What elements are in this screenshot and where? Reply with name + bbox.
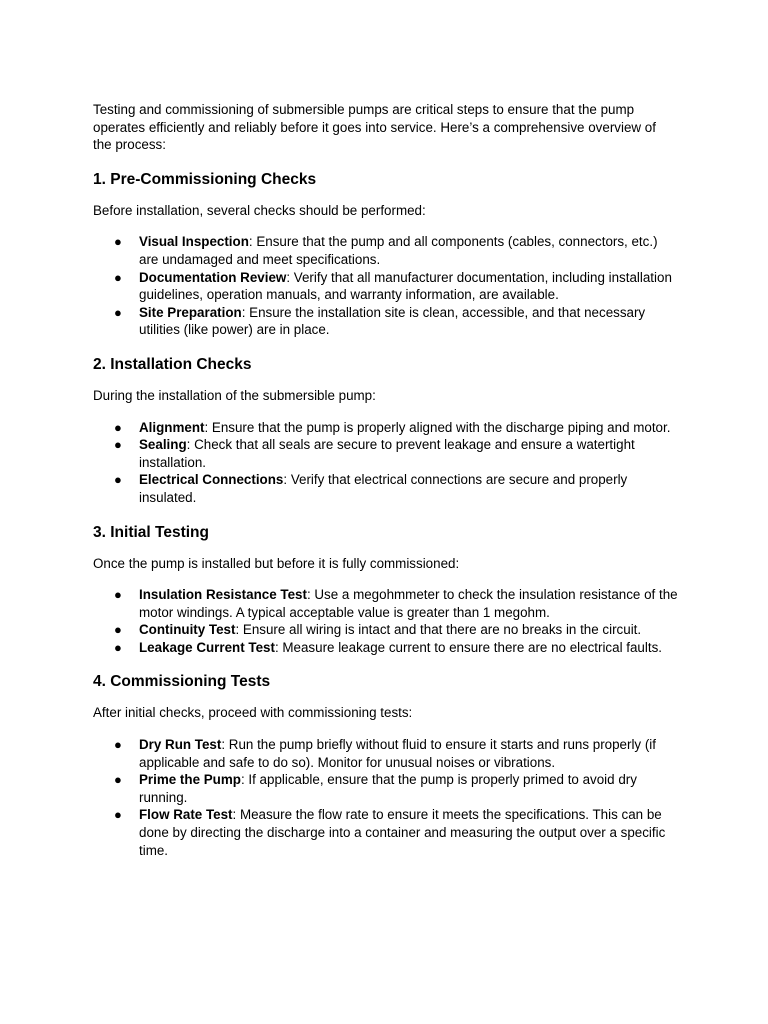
bullet-list	[93, 419, 678, 507]
bullet-list	[93, 586, 678, 656]
list-item	[93, 419, 678, 437]
bullet-icon: ●	[114, 419, 122, 435]
item-text: : Verify that electrical connections are secure and properly insulated.	[139, 472, 628, 505]
item-term: Flow Rate Test	[139, 807, 233, 823]
item-term: Sealing	[139, 437, 187, 453]
section-commissioning-tests	[93, 672, 678, 859]
item-text: : If applicable, ensure that the pump is properly primed to avoid dry running.	[139, 772, 637, 805]
list-item	[93, 771, 678, 806]
item-text: : Use a megohmmeter to check the insulation resistance of the motor windings. A typical acceptable value is greater than 1 megohm.	[139, 587, 678, 620]
item-term: Site Preparation	[139, 304, 242, 320]
item-text: : Measure leakage current to ensure there are no electrical faults.	[274, 639, 662, 655]
section-lead: During the installation of the submersible pump:	[93, 387, 376, 403]
bullet-icon: ●	[114, 234, 122, 250]
bullet-icon: ●	[114, 472, 122, 488]
section-heading: 4. Commissioning Tests	[93, 673, 271, 691]
item-text: : Measure the flow rate to ensure it meets the specifications. This can be done by directing the discharge into a container and measuring the output over a specific time.	[139, 807, 666, 858]
item-term: Prime the Pump	[139, 772, 241, 788]
item-term: Dry Run Test	[139, 737, 222, 753]
bullet-list	[93, 736, 678, 859]
bullet-icon: ●	[114, 587, 122, 603]
section-lead: After initial checks, proceed with commissioning tests:	[93, 705, 413, 721]
list-item	[93, 639, 678, 657]
item-text: : Ensure the installation site is clean, accessible, and that necessary utilities (like power) are in place.	[139, 304, 646, 338]
item-text: : Ensure that the pump is properly aligned with the discharge piping and motor.	[204, 419, 671, 435]
item-text: : Verify that all manufacturer documentation, including installation guidelines, operation manuals, and warranty information, are available.	[139, 269, 672, 303]
list-item	[93, 621, 678, 639]
list-item	[93, 233, 678, 268]
intro-paragraph: Testing and commissioning of submersible pumps are critical steps to ensure that the pump operates efficiently and reliably before it goes into service. Here’s a comprehensive overview of the process:	[93, 102, 656, 153]
item-text: : Ensure that the pump and all components (cables, connectors, etc.) are undamaged and meet specifications.	[139, 234, 658, 267]
list-item	[93, 586, 678, 621]
bullet-icon: ●	[114, 304, 122, 320]
item-term: Alignment	[139, 419, 205, 435]
section-heading: 3. Initial Testing	[93, 523, 209, 541]
item-term: Leakage Current Test	[139, 639, 275, 655]
list-item	[93, 304, 678, 339]
section-pre-commissioning	[93, 170, 678, 339]
item-text: : Check that all seals are secure to prevent leakage and ensure a watertight installation.	[139, 437, 635, 470]
bullet-icon: ●	[114, 737, 122, 753]
item-term: Documentation Review	[139, 269, 287, 285]
list-item	[93, 736, 678, 771]
bullet-icon: ●	[114, 437, 122, 453]
item-text: : Run the pump briefly without fluid to ensure it starts and runs properly (if applicable and safe to do so). Monitor for unusual noises or vibrations.	[139, 737, 657, 770]
bullet-list	[93, 233, 678, 339]
item-term: Visual Inspection	[139, 234, 249, 250]
item-text: : Ensure all wiring is intact and that there are no breaks in the circuit.	[235, 622, 642, 638]
section-heading: 2. Installation Checks	[93, 355, 252, 373]
list-item	[93, 269, 678, 304]
section-initial-testing	[93, 523, 678, 657]
bullet-icon: ●	[114, 622, 122, 638]
section-lead: Before installation, several checks should be performed:	[93, 202, 426, 218]
section-installation	[93, 355, 678, 507]
list-item	[93, 436, 678, 471]
item-term: Continuity Test	[139, 622, 236, 638]
section-heading: 1. Pre-Commissioning Checks	[93, 170, 317, 188]
bullet-icon: ●	[114, 269, 122, 285]
bullet-icon: ●	[114, 639, 122, 655]
list-item	[93, 471, 678, 506]
list-item	[93, 806, 678, 859]
document-page	[93, 101, 678, 859]
item-term: Insulation Resistance Test	[139, 587, 307, 603]
bullet-icon: ●	[114, 772, 122, 788]
section-lead: Once the pump is installed but before it is fully commissioned:	[93, 555, 460, 571]
item-term: Electrical Connections	[139, 472, 284, 488]
bullet-icon: ●	[114, 807, 122, 823]
